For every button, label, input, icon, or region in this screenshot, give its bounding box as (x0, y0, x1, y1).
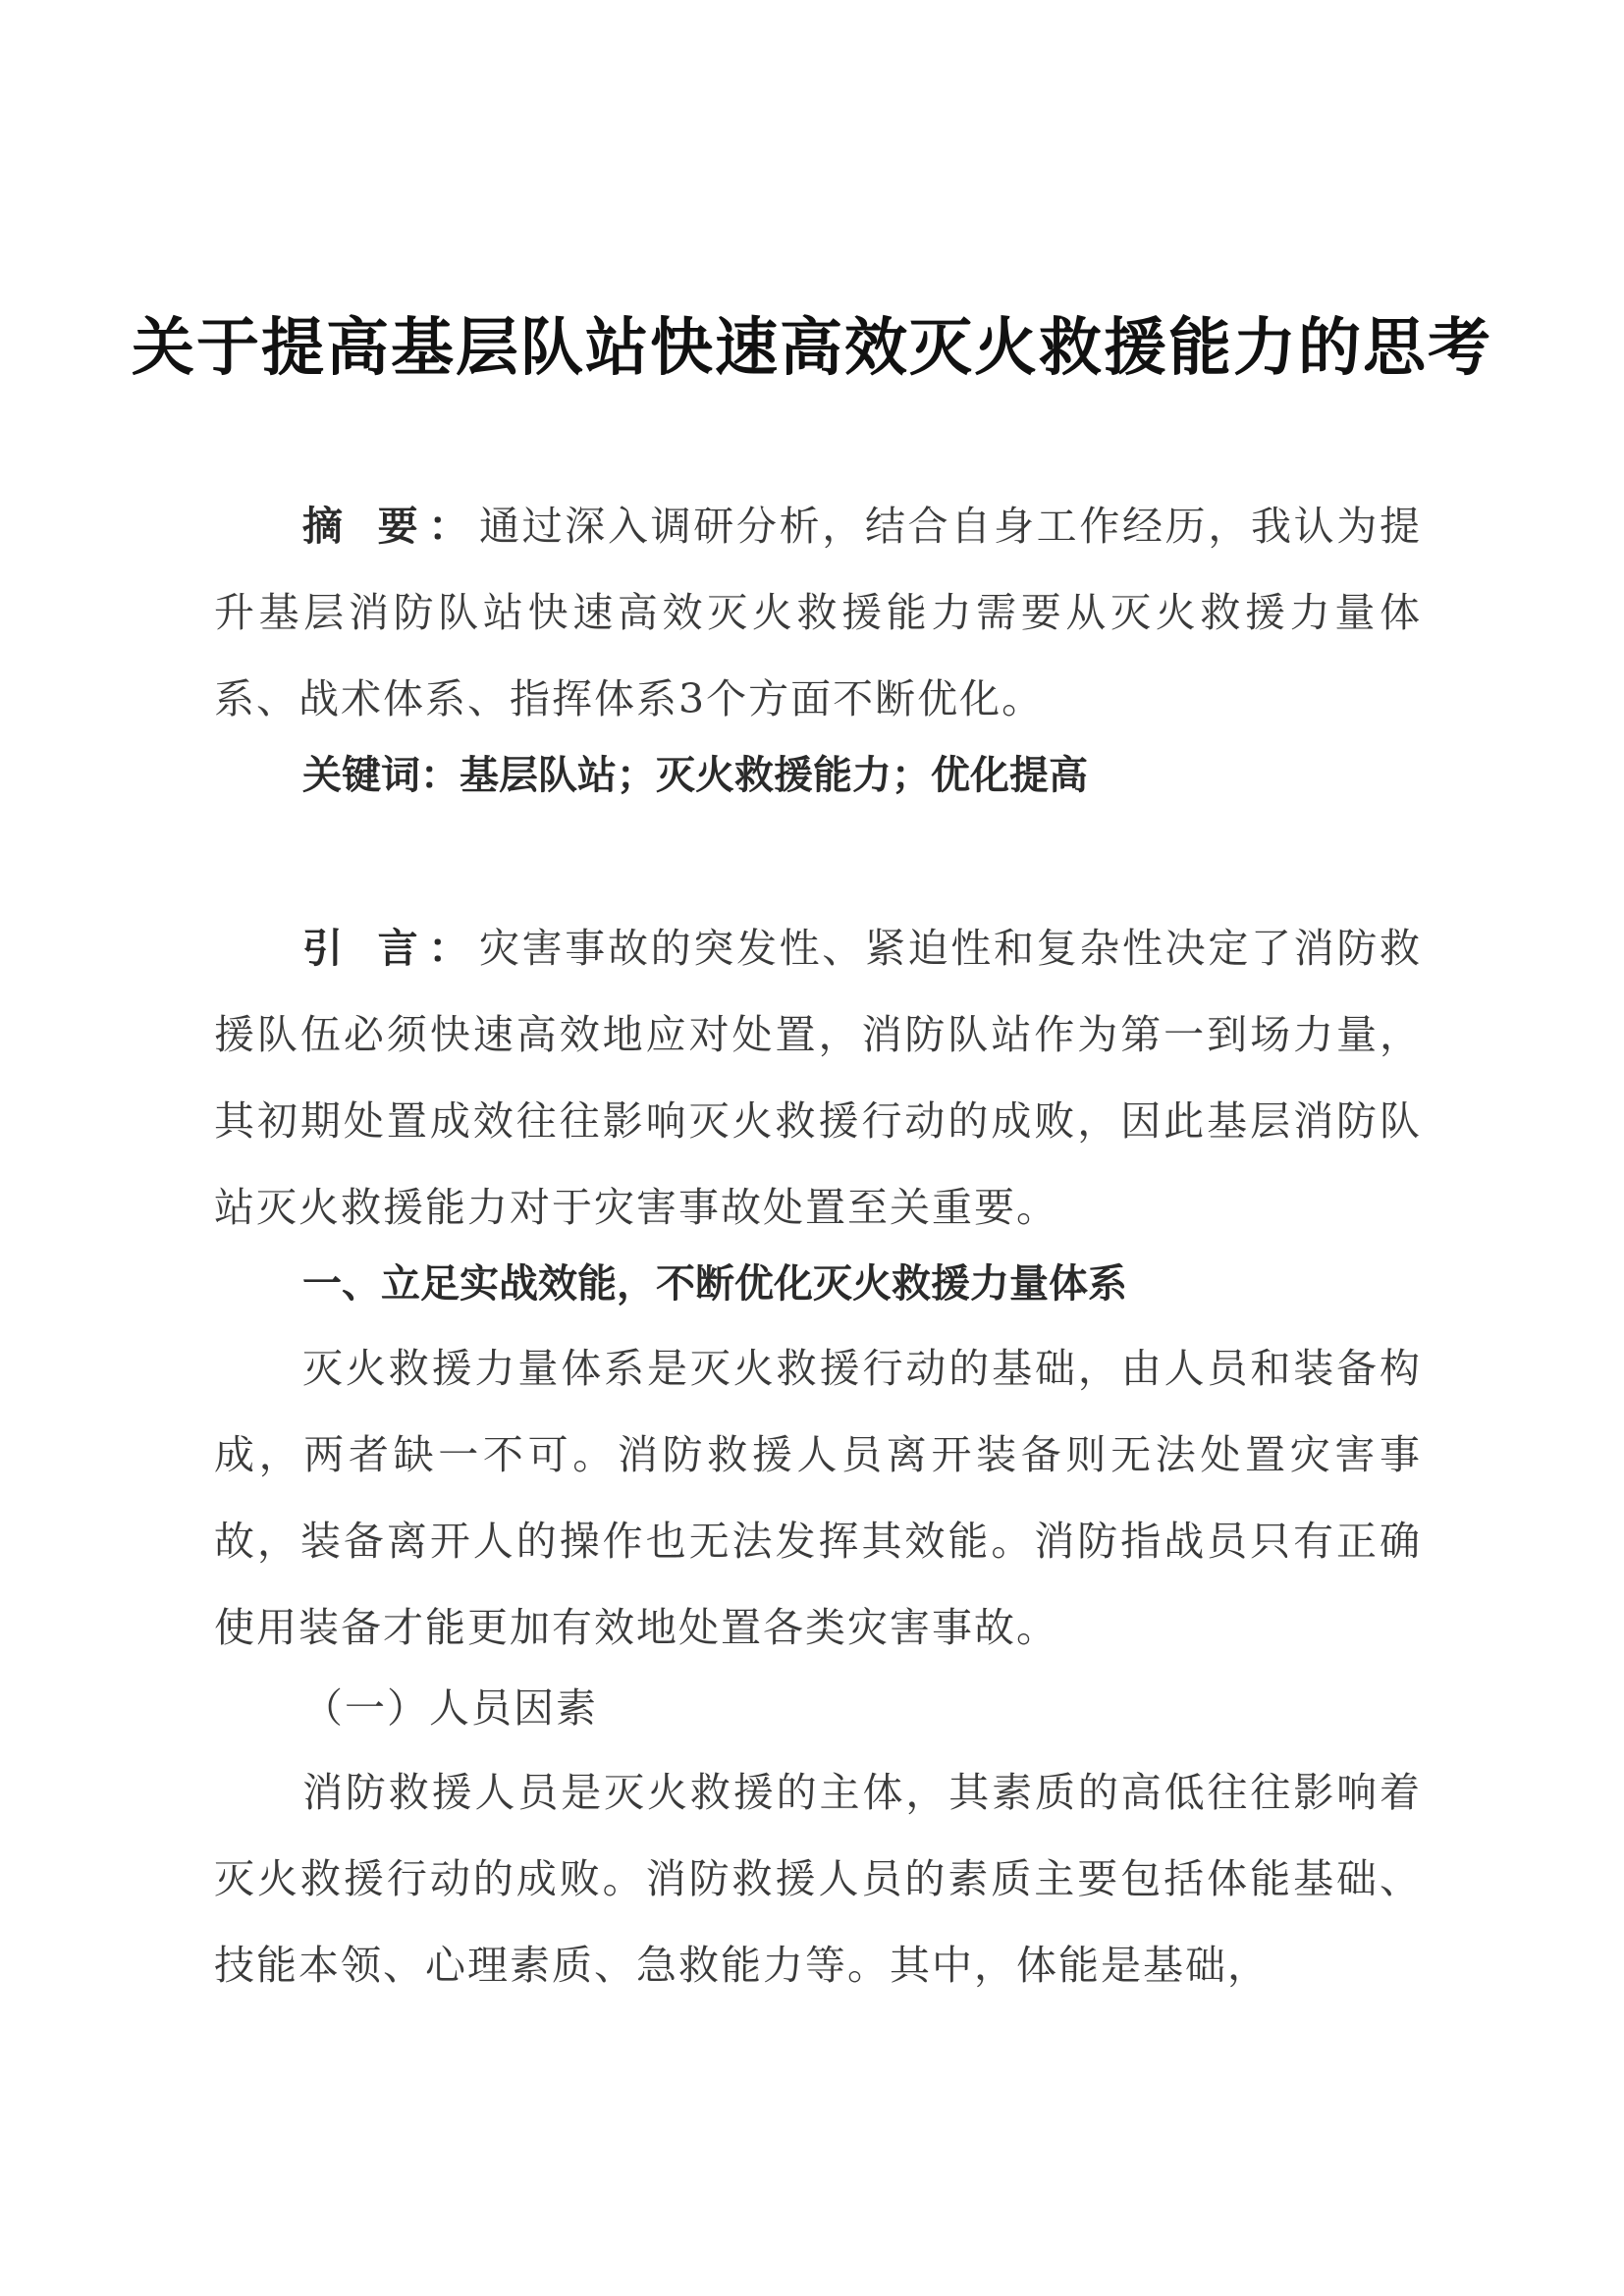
introduction-paragraph (214, 905, 1422, 1251)
document-title: 关于提高基层队站快速高效灭火救援能力的思考 (132, 311, 1492, 385)
section-paragraph: 灭火救援力量体系是灭火救援行动的基础，由人员和装备构成，两者缺一不可。消防救援人员离开装备则无法处置灾害事故，装备离开人的操作也无法发挥其效能。消防指战员只有正确使用装备才能更加有效地处置各类灾害事故。 (214, 1345, 1422, 1651)
subsection-heading: （一）人员因素 (302, 1684, 598, 1732)
abstract-label: 摘 要： (302, 503, 479, 550)
section-heading: 一、立足实战效能，不断优化灭火救援力量体系 (302, 1261, 1127, 1307)
introduction-label: 引 言： (302, 925, 479, 972)
introduction-text: 灾害事故的突发性、紧迫性和复杂性决定了消防救援队伍必须快速高效地应对处置，消防队站作为第一到场力量，其初期处置成效往往影响灭火救援行动的成败，因此基层消防队站灭火救援能力对于灾害事故处置至关重要。 (214, 925, 1422, 1231)
abstract-paragraph (214, 483, 1422, 742)
keywords-line: 关键词：基层队站；灭火救援能力；优化提高 (302, 753, 1088, 798)
subsection-paragraph: 消防救援人员是灭火救援的主体，其素质的高低往往影响着灭火救援行动的成败。消防救援人员的素质主要包括体能基础、技能本领、心理素质、急救能力等。其中，体能是基础， (214, 1769, 1422, 1989)
abstract-text: 通过深入调研分析，结合自身工作经历，我认为提升基层消防队站快速高效灭火救援能力需要从灭火救援力量体系、战术体系、指挥体系3个方面不断优化。 (214, 503, 1422, 722)
